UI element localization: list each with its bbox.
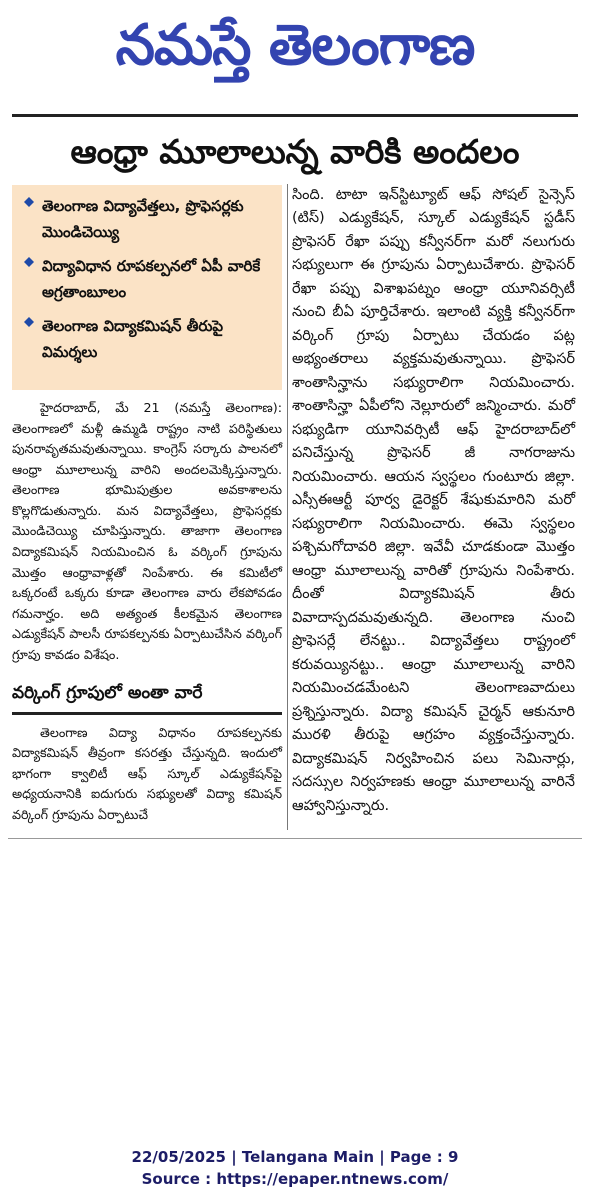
article-subheading: వర్కింగ్ గ్రూపులో అంతా వారే — [12, 682, 203, 703]
diamond-bullet-icon — [24, 317, 34, 327]
highlight-text: తెలంగాణ విద్యావేత్తలు, ప్రొఫెసర్లకు మొండిచెయ్యి — [42, 197, 244, 241]
highlight-item — [20, 193, 272, 245]
article-headline: ఆంధ్రా మూలాలున్న వారికి అందలం — [70, 132, 520, 171]
highlight-item — [20, 253, 272, 305]
body-paragraph: సింది. టాటా ఇన్‌స్టిట్యూట్ ఆఫ్ సోషల్ సైన్సెస్ (టిస్) ఎడ్యుకేషన్, స్కూల్ ఎడ్యుకేషన్ స్టడీస్ ప్రొఫెసర్ రేఖా పప్పు కన్వీనర్‌గా మరో నలుగురు సభ్యులుగా ఈ గ్రూపును ఏర్పాటుచేశారు. ప్రొఫెసర్ రేఖా పప్పు విశాఖపట్నం ఆంధ్రా యూనివర్సిటీ నుంచి బీఏ పూర్తిచేశారు. ఇలాంటి వ్యక్తి కన్వీనర్‌గా వర్కింగ్ గ్రూపు ఏర్పాటు చేయడం పట్ల అభ్యంతరాలు వ్యక్తమవుతున్నాయి. ప్రొఫెసర్ శాంతాసిన్హాను సభ్యురాలిగా నియమించారు. శాంతాసిన్హా ఏపీలోని నెల్లూరులో జన్మించారు. మరో సభ్యుడిగా యూనివర్సిటీ ఆఫ్ హైదరాబాద్‌లో పనిచేస్తున్న ప్రొఫెసర్ జీ నాగరాజును నియమించారు. ఆయన స్వస్థలం గుంటూరు జిల్లా. ఎస్సీఈఆర్టీ పూర్వ డైరెక్టర్ శేషుకుమారిని మరో సభ్యురాలిగా నియమించారు. ఈమె స్వస్థలం పశ్చిమగోదావరి జిల్లా. ఇవేవీ చూడకుండా మొత్తం ఆంధ్రా మూలాలున్న వారితో గ్రూపును నింపేశారు. దీంతో విద్యాకమిషన్ తీరు వివాదాస్పదమవుతున్నది. తెలంగాణ నుంచి ప్రొఫెసర్లే లేనట్టు.. విద్యావేత్తలు రాష్ట్రంలో కరువయ్యినట్టు.. ఆంధ్రా మూలాలున్న వారిని నియమించడమేంటని తెలంగాణవాదులు ప్రశ్నిస్తున్నారు. విద్యా కమిషన్ చైర్మన్ ఆకునూరి మురళి తీరుపై ఆగ్రహం వ్యక్తంచేస్తున్నారు. విద్యాకమిషన్ నిర్వహించిన పలు సెమినార్లు, సదస్సుల నిర్వహణకు ఆంధ్రా మూలాలున్న వారినే ఆహ్వానిస్తున్నారు. — [292, 187, 575, 814]
highlights-box — [12, 185, 282, 390]
highlight-text: విద్యావిధాన రూపకల్పనలో ఏపీ వారికే అగ్రతాంబూలం — [42, 257, 261, 301]
subheading-rule — [12, 712, 282, 715]
article-right-column — [292, 184, 575, 818]
diamond-bullet-icon — [24, 197, 34, 207]
dateline-paragraph: హైదరాబాద్, మే 21 (నమస్తే తెలంగాణ): తెలంగాణలో మళ్లీ ఉమ్మడి రాష్ట్రం నాటి పరిస్థితులు పునరావృతమవుతున్నాయి. కాంగ్రెస్ సర్కారు పాలనలో ఆంధ్రా మూలాలున్న వారిని అందలమెక్కిస్తున్నారు. తెలంగాణ భూమిపుత్రుల అవకాశాలను కొల్లగొడుతున్నారు. మన విద్యావేత్తలు, ప్రొఫెసర్లకు మొండిచెయ్యి చూపిస్తున్నారు. తాజాగా తెలంగాణ విద్యాకమిషన్ నియమించిన ఓ వర్కింగ్ గ్రూపును మొత్తం ఆంధ్రావాళ్లతో నింపేశారు. ఈ కమిటీలో ఒక్కరంటే ఒక్కరు కూడా తెలంగాణ వారు లేకపోవడం గమనార్హం. అది అత్యంత కీలకమైన తెలంగాణ ఎడ్యుకేషన్ పాలసీ రూపకల్పనకు ఏర్పాటుచేసిన వర్కింగ్ గ్రూపు కావడం విశేషం. — [12, 400, 282, 662]
source-link[interactable]: Source : https://epaper.ntnews.com/ — [141, 1170, 449, 1188]
headline-top-rule — [12, 114, 578, 117]
newspaper-logo: నమస్తే తెలంగాణ — [115, 12, 475, 78]
body-paragraph: తెలంగాణ విద్యా విధానం రూపకల్పనకు విద్యాకమిషన్ తీవ్రంగా కసరత్తు చేస్తున్నది. ఇందులో భాగంగా క్వాలిటీ ఆఫ్ స్కూల్ ఎడ్యుకేషన్‌పై అధ్యయనానికి ఐదుగురు సభ్యులతో విద్యా కమిషన్ వర్కింగ్ గ్రూపును ఏర్పాటుచే — [12, 724, 282, 822]
article-paragraph — [12, 723, 282, 826]
article-left-column — [12, 398, 282, 825]
diamond-bullet-icon — [24, 257, 34, 267]
highlight-text: తెలంగాణ విద్యాకమిషన్ తీరుపై విమర్శలు — [42, 317, 224, 361]
article-paragraph — [12, 398, 282, 666]
edition-info: 22/05/2025 | Telangana Main | Page : 9 — [131, 1148, 459, 1166]
article-paragraph — [292, 184, 575, 818]
column-divider — [287, 184, 288, 830]
article-bottom-rule — [8, 838, 582, 839]
masthead — [0, 0, 590, 92]
source-footer — [0, 1146, 590, 1190]
highlight-item — [20, 313, 272, 365]
